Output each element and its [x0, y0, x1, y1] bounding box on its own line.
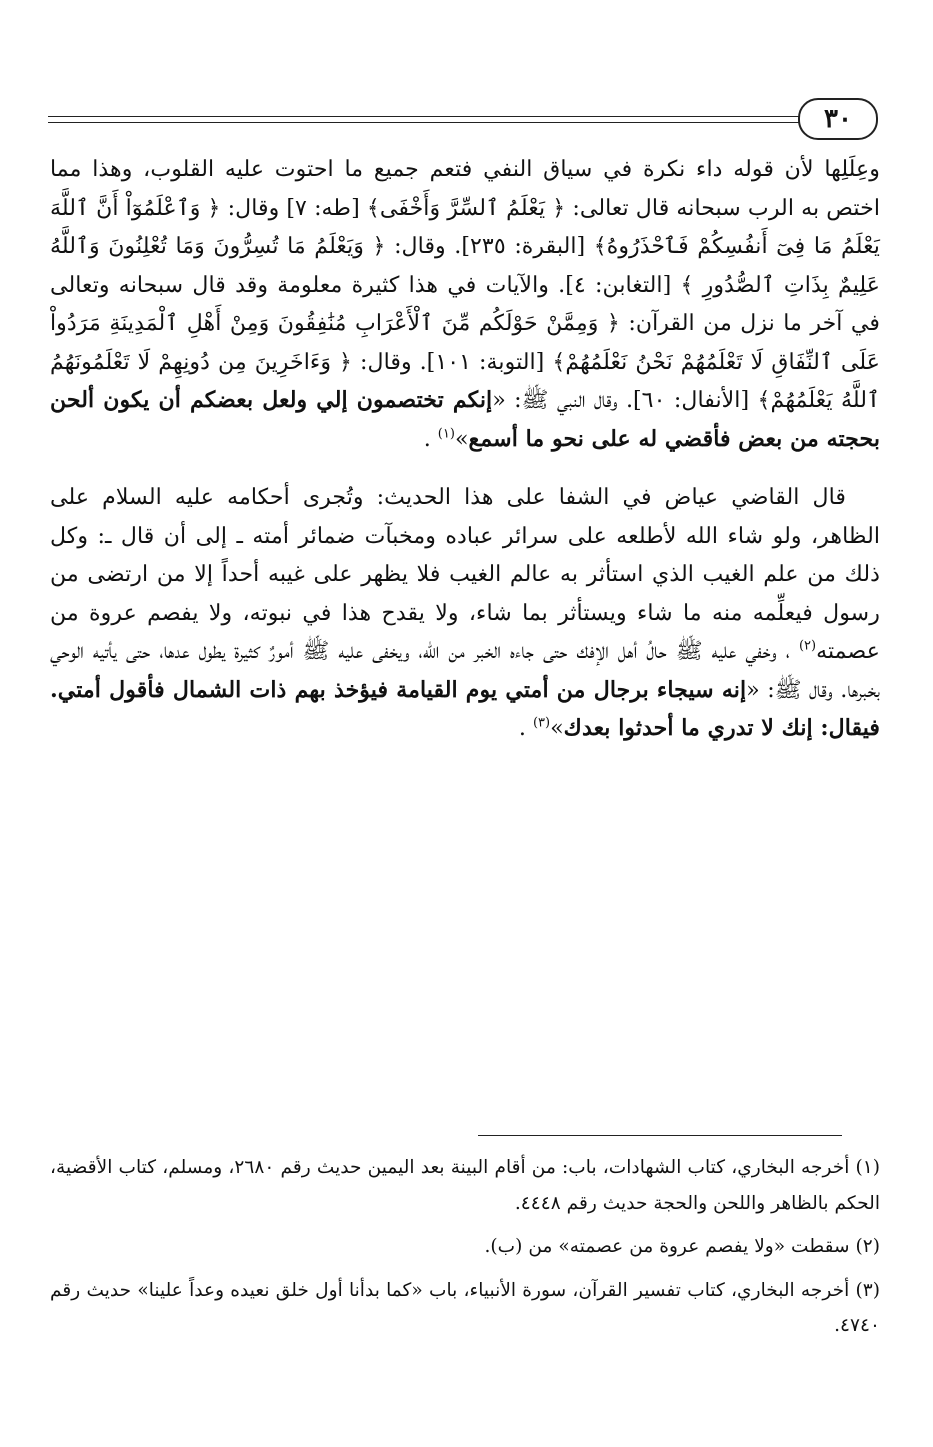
quran-verse: ﴿ وَيَعْلَمُ مَا تُسِرُّونَ وَمَا تُعْلِنُونَ وَٱللَّهُ عَلِيمٌ بِذَاتِ ٱلصُّدُورِ ﴾ — [50, 233, 880, 298]
footnotes — [50, 1150, 880, 1352]
footnote-ref: (٢) — [798, 638, 817, 654]
text-run: قال القاضي عياض في الشفا على هذا الحديث: وتُجرى أحكامه عليه السلام على الظاهر، ولو شاء الله لأطلعه على سرائر عباده ومخبآت ضمائر أمته ـ إلى أن قال ـ: وكل ذلك من علم الغيب الذي استأثر به عالم الغيب فلا يظهر على غيبه أحداً إلا من ارتضى من رسول فيعلِّمه منه ما شاء ويستأثر بما شاء، ولا يقدح هذا في نبوته، ولا يفصم عروة من عصمته — [50, 484, 880, 664]
footnote-ref: (١) — [437, 426, 455, 442]
paragraph-2 — [50, 478, 880, 748]
text-run: » — [550, 715, 564, 741]
text-run: » — [454, 425, 469, 452]
text-run: ، وخفي عليه ﷺ حالُ أهل الإفك حتى جاءه الخبر من الله، ويخفى عليه ﷺ أمورٌ كثيرة يطول عدها، حتى يأتيه الوحي بخبرها. وقال ﷺ: « — [50, 638, 880, 703]
quran-verse: ﴿ وَءَاخَرِينَ مِن دُونِهِمْ لَا تَعْلَمُونَهُمُ ٱللَّهُ يَعْلَمُهُمْ﴾ — [50, 348, 880, 413]
text-run: [طه: ٧] وقال: — [220, 194, 367, 221]
quran-verse: ﴿ وَمِمَّنْ حَوْلَكُم مِّنَ ٱلْأَعْرَابِ مُنَٰفِقُونَ وَمِنْ أَهْلِ ٱلْمَدِينَةِ مَرَدُواْ عَلَى ٱلنِّفَاقِ لَا تَعْلَمُهُمْ نَحْنُ نَعْلَمُهُمْ﴾ — [50, 310, 880, 375]
main-text — [50, 150, 880, 748]
footnote-separator — [478, 1135, 842, 1136]
footnote-2: (٢) سقطت «ولا يفصم عروة من عصمته» من (ب). — [484, 1236, 880, 1257]
page-header — [48, 96, 878, 140]
header-rule — [48, 116, 800, 123]
quran-verse: ﴿ وَٱعْلَمُوٓاْ أَنَّ ٱللَّهَ يَعْلَمُ مَا فِىٓ أَنفُسِكُمْ فَٱحْذَرُوهُ﴾ — [50, 194, 880, 259]
quran-verse: ﴿ يَعْلَمُ ٱلسِّرَّ وَأَخْفَى﴾ — [366, 194, 566, 221]
text-run: [التوبة: ١٠١]. وقال: — [352, 348, 553, 375]
footnote-ref: (٣) — [532, 715, 551, 731]
text-run: وعِلَلِها لأن قوله داء نكرة في سياق النفي فتعم جميع ما احتوت عليه القلوب، وهذا مما اختص به الرب سبحانه قال تعالى: — [50, 156, 881, 221]
page-number: ٣٠ — [824, 104, 852, 134]
page-number-badge — [798, 98, 878, 140]
paragraph-1 — [50, 150, 880, 458]
hadith-quote: إنه سيجاء برجال من أمتي يوم القيامة فيؤخذ بهم ذات الشمال فأقول أمتي. فيقال: إنك لا تدري ما أحدثوا بعدك — [50, 676, 880, 741]
text-run: [البقرة: ٢٣٥]. وقال: — [385, 233, 594, 259]
footnote-3: (٣) أخرجه البخاري، كتاب تفسير القرآن، سورة الأنبياء، باب «كما بدأنا أول خلق نعيده وعداً علينا» حديث رقم ٤٧٤٠. — [50, 1279, 880, 1336]
hadith-quote: إنكم تختصمون إلي ولعل بعضكم أن يكون ألحن بحجته من بعض فأقضي له على نحو ما أسمع — [50, 387, 880, 452]
text-run: [الأنفال: ٦٠]. وقال النبي ﷺ: « — [492, 387, 758, 413]
text-run: . — [518, 715, 533, 741]
text-run: . — [423, 425, 438, 452]
text-run: [التغابن: ٤]. والآيات في هذا كثيرة معلومة وقد قال سبحانه وتعالى في آخر ما نزل من القرآن: — [50, 271, 880, 336]
footnote-1: (١) أخرجه البخاري، كتاب الشهادات، باب: من أقام البينة بعد اليمين حديث رقم ٢٦٨٠، ومسلم، كتاب الأقضية، الحكم بالظاهر واللحن والحجة حديث رقم ٤٤٤٨. — [50, 1157, 880, 1214]
